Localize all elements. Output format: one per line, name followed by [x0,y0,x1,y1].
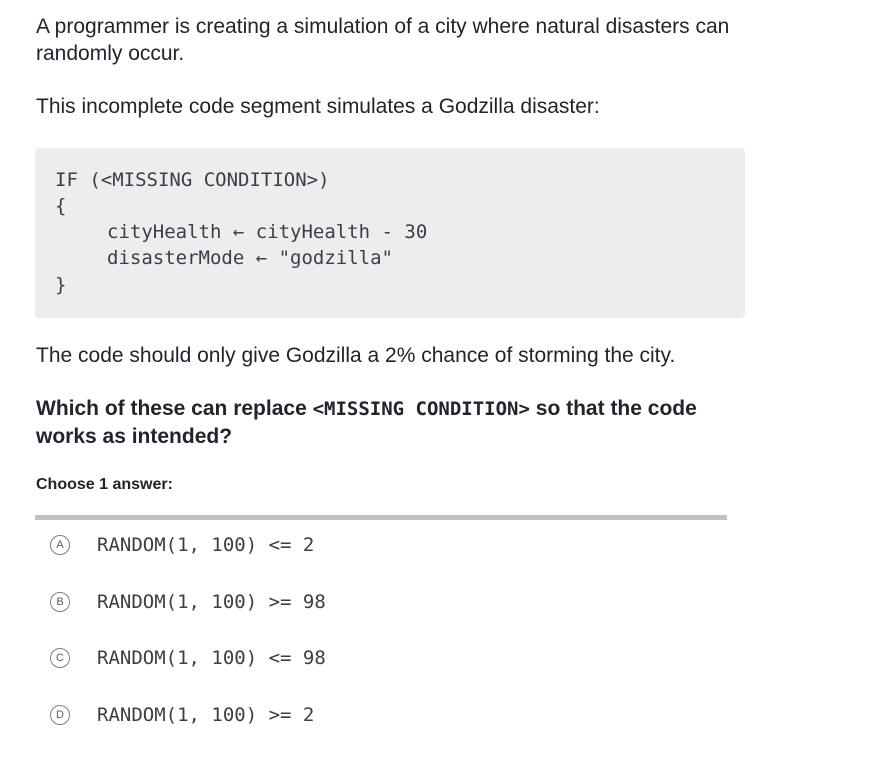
option-letter-circle-c: C [50,648,70,668]
intro-paragraph-code-lead: This incomplete code segment simulates a Godzilla disaster: [36,95,600,118]
code-line-if: IF (<MISSING CONDITION>) [55,169,330,191]
code-line-city-health: cityHealth ← cityHealth - 30 [107,221,428,243]
requirement-statement: The code should only give Godzilla a 2% chance of storming the city. [36,344,676,367]
option-text-a: RANDOM(1, 100) <= 2 [97,534,315,556]
answer-option-d[interactable] [50,700,450,730]
option-letter-circle-b: B [50,592,70,612]
choose-label: Choose 1 answer: [36,476,173,493]
answer-option-c[interactable] [50,643,450,673]
question-suffix: so that the code works as intended? [36,397,697,448]
divider [35,515,727,520]
code-line-close-brace: } [55,274,67,296]
intro-paragraph: A programmer is creating a simulation of a city where natural disasters can randomly occur. [36,15,730,65]
question-prefix: Which of these can replace [36,397,313,420]
option-letter-circle-a: A [50,535,70,555]
option-text-c: RANDOM(1, 100) <= 98 [97,647,326,669]
option-text-b: RANDOM(1, 100) >= 98 [97,591,326,613]
code-line-disaster-mode: disasterMode ← "godzilla" [107,247,393,269]
answer-option-b[interactable] [50,587,450,617]
code-block [35,148,745,318]
option-letter-circle-d: D [50,705,70,725]
question-prompt [36,395,756,450]
question-code: <MISSING CONDITION> [312,398,530,420]
code-line-open-brace: { [55,195,67,217]
answer-option-a[interactable] [50,530,450,560]
option-text-d: RANDOM(1, 100) >= 2 [97,704,315,726]
